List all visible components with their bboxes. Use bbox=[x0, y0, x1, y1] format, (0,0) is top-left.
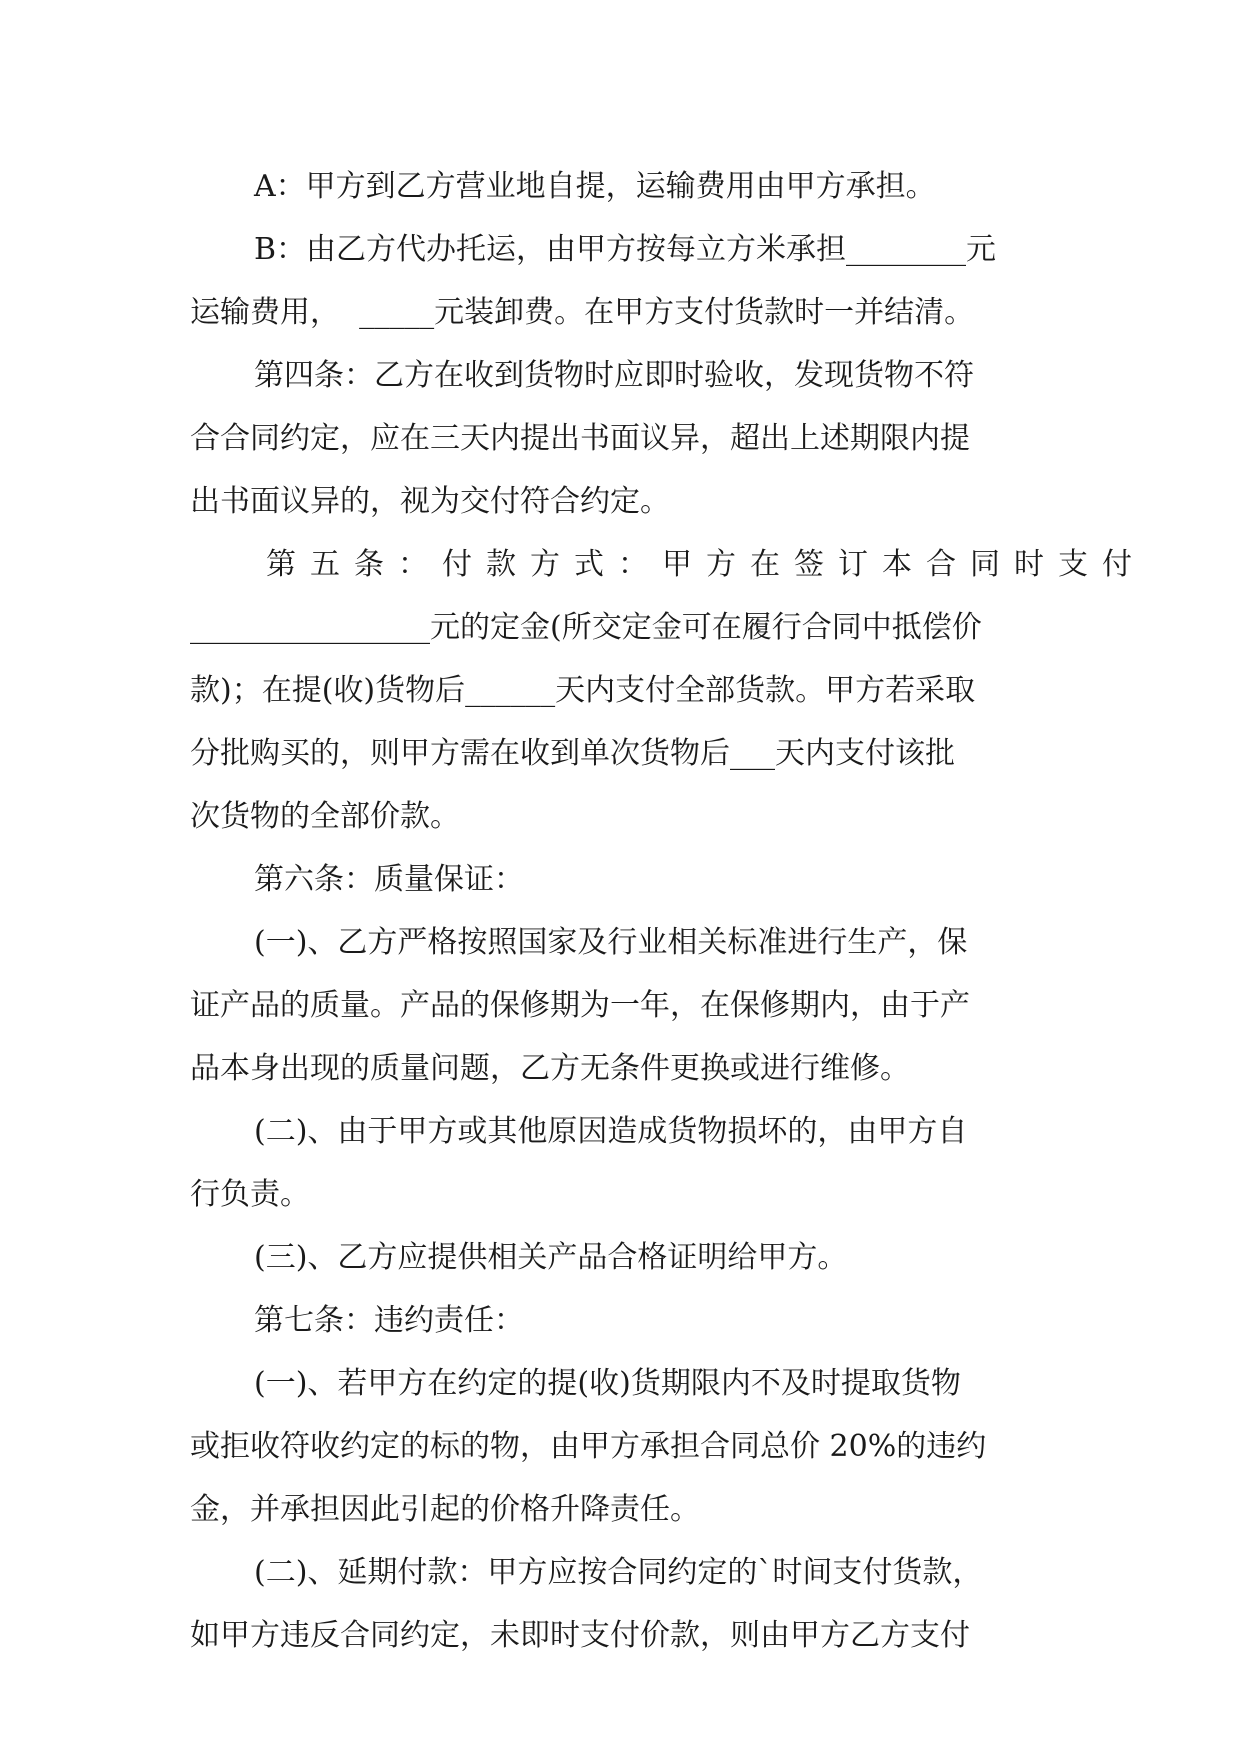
text-line: 金，并承担因此引起的价格升降责任。 bbox=[190, 1492, 700, 1527]
text-line: 次货物的全部价款。 bbox=[190, 799, 460, 834]
text-line: 第四条：乙方在收到货物时应即时验收，发现货物不符 bbox=[254, 358, 974, 393]
text-line: 或拒收符收约定的标的物，由甲方承担合同总价 20%的违约 bbox=[190, 1429, 987, 1464]
text-line: ________________元的定金(所交定金可在履行合同中抵偿价 bbox=[190, 610, 982, 645]
text-line: 第五条：付款方式：甲方在签订本合同时支付 bbox=[266, 547, 1146, 582]
text-line: 品本身出现的质量问题，乙方无条件更换或进行维修。 bbox=[190, 1051, 910, 1086]
text-line: 款)；在提(收)货物后______天内支付全部货款。甲方若采取 bbox=[190, 673, 976, 708]
text-line: 出书面议异的，视为交付符合约定。 bbox=[190, 484, 670, 519]
text-line: 分批购买的，则甲方需在收到单次货物后___天内支付该批 bbox=[190, 736, 955, 771]
text-line: 第七条：违约责任： bbox=[254, 1303, 524, 1338]
text-line: 合合同约定，应在三天内提出书面议异，超出上述期限内提 bbox=[190, 421, 970, 456]
text-line: (二)、延期付款：甲方应按合同约定的`时间支付货款， bbox=[254, 1555, 983, 1590]
text-line: B：由乙方代办托运，由甲方按每立方米承担________元 bbox=[254, 232, 997, 267]
text-line: 证产品的质量。产品的保修期为一年，在保修期内，由于产 bbox=[190, 988, 970, 1023]
text-line: 运输费用， _____元装卸费。在甲方支付货款时一并结清。 bbox=[190, 295, 975, 330]
text-line: 行负责。 bbox=[190, 1177, 310, 1212]
text-line: A：甲方到乙方营业地自提，运输费用由甲方承担。 bbox=[254, 169, 936, 204]
text-line: (三)、乙方应提供相关产品合格证明给甲方。 bbox=[254, 1240, 848, 1275]
text-line: (二)、由于甲方或其他原因造成货物损坏的，由甲方自 bbox=[254, 1114, 968, 1149]
text-line: 第六条：质量保证： bbox=[254, 862, 524, 897]
text-line: (一)、乙方严格按照国家及行业相关标准进行生产，保 bbox=[254, 925, 968, 960]
text-line: (一)、若甲方在约定的提(收)货期限内不及时提取货物 bbox=[254, 1366, 961, 1401]
text-line: 如甲方违反合同约定，未即时支付价款，则由甲方乙方支付 bbox=[190, 1618, 970, 1653]
